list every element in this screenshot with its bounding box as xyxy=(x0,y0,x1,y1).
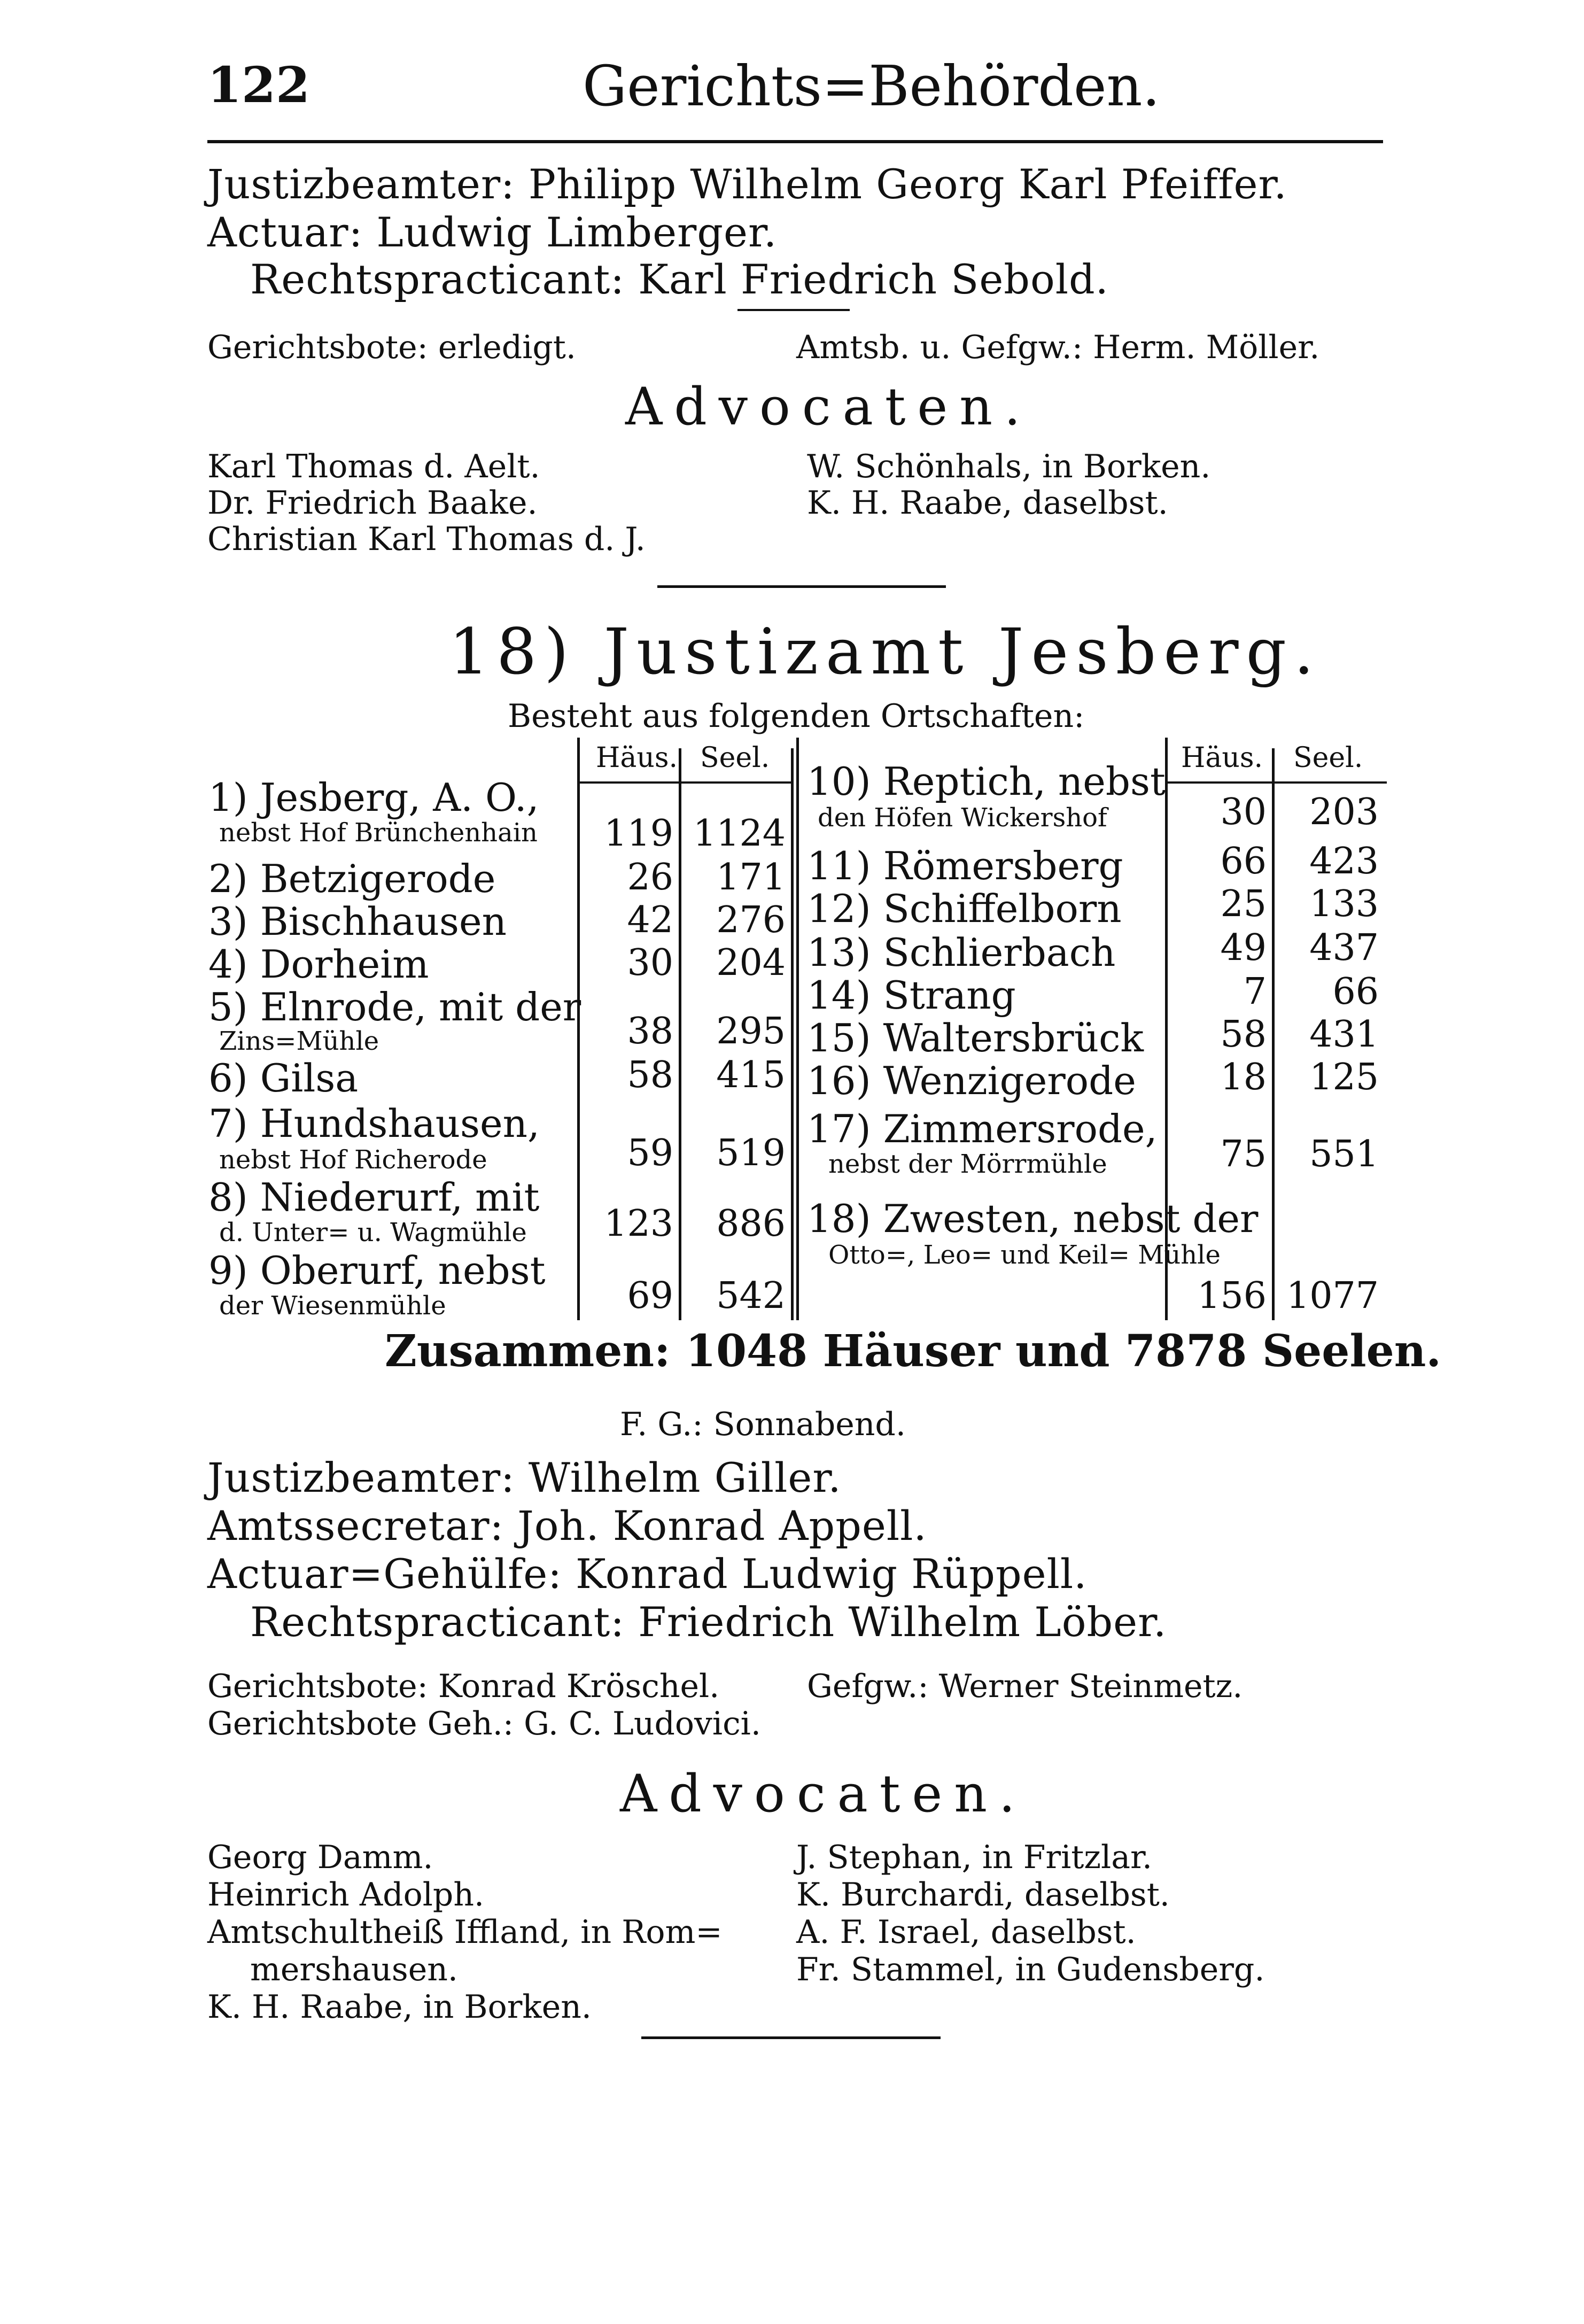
place-haus: 49 xyxy=(1220,927,1267,969)
fs-day: F. G.: Sonnabend. xyxy=(620,1406,906,1443)
place-sub: nebst Hof Richerode xyxy=(219,1145,487,1175)
gefgw: Gefgw.: Werner Steinmetz. xyxy=(807,1668,1243,1705)
place-name: 11) Römersberg xyxy=(807,843,1123,888)
place-seel: 133 xyxy=(1309,883,1379,925)
place-seel: 437 xyxy=(1309,927,1379,969)
place-name: 16) Wenzigerode xyxy=(807,1058,1136,1103)
actuar-gehuelfe: Actuar=Gehülfe: Konrad Ludwig Rüppell. xyxy=(207,1550,1088,1598)
section-title: 18) Justizamt Jesberg. xyxy=(449,615,1322,688)
advocat-left-2: Dr. Friedrich Baake. xyxy=(207,484,538,522)
place-haus: 59 xyxy=(627,1132,673,1174)
bottom-rule xyxy=(641,2036,941,2039)
advocat2-right-3: A. F. Israel, daselbst. xyxy=(796,1914,1136,1951)
advocat-right-1: W. Schönhals, in Borken. xyxy=(807,448,1211,485)
advocaten-heading-2: Advocaten. xyxy=(620,1764,1027,1824)
table-header-rule xyxy=(1168,781,1387,784)
section-subtitle: Besteht aus folgenden Ortschaften: xyxy=(508,698,1085,735)
advocat-left-3: Christian Karl Thomas d. J. xyxy=(207,521,646,558)
place-haus: 38 xyxy=(627,1010,673,1052)
place-seel: 171 xyxy=(716,856,786,898)
rechtspracticant: Rechtspracticant: Friedrich Wilhelm Löber. xyxy=(250,1598,1167,1646)
advocat-left-1: Karl Thomas d. Aelt. xyxy=(207,448,540,485)
amtssecretar: Amtssecretar: Joh. Konrad Appell. xyxy=(207,1502,927,1550)
col-haus-left: Häus. xyxy=(596,742,678,774)
place-seel: 542 xyxy=(716,1275,786,1317)
place-name: 7) Hundshausen, xyxy=(208,1101,540,1146)
places-table xyxy=(203,738,1389,1320)
header-rule xyxy=(207,140,1383,143)
place-name: 6) Gilsa xyxy=(208,1056,359,1101)
place-sub: d. Unter= u. Wagmühle xyxy=(219,1218,527,1248)
table-vline xyxy=(791,748,794,1320)
section-rule-1 xyxy=(657,585,946,588)
place-sub: nebst Hof Brünchenhain xyxy=(219,818,538,848)
place-haus: 66 xyxy=(1220,840,1267,882)
place-haus: 58 xyxy=(627,1054,673,1096)
place-haus: 123 xyxy=(604,1203,673,1245)
place-haus: 25 xyxy=(1220,883,1267,925)
place-seel: 423 xyxy=(1309,840,1379,882)
place-seel: 519 xyxy=(716,1132,786,1174)
place-name: 4) Dorheim xyxy=(208,942,429,987)
place-seel: 431 xyxy=(1309,1013,1379,1056)
place-name: 2) Betzigerode xyxy=(208,856,496,901)
top-justizbeamter: Justizbeamter: Philipp Wilhelm Georg Karl Pfeiffer. xyxy=(207,160,1287,208)
gerichtsbote: Gerichtsbote: Konrad Kröschel. xyxy=(207,1668,720,1705)
place-haus: 75 xyxy=(1220,1133,1267,1175)
justizbeamter: Justizbeamter: Wilhelm Giller. xyxy=(207,1454,842,1501)
advocat2-left-1: Georg Damm. xyxy=(207,1839,433,1876)
running-title: Gerichts=Behörden. xyxy=(583,53,1160,119)
short-rule xyxy=(737,309,850,311)
place-name: 17) Zimmersrode, xyxy=(807,1106,1158,1151)
col-seel-right: Seel. xyxy=(1293,742,1363,774)
top-gerichtsbote: Gerichtsbote: erledigt. xyxy=(207,329,576,366)
top-rechtspracticant: Rechtspracticant: Karl Friedrich Sebold. xyxy=(250,255,1109,303)
place-seel: 203 xyxy=(1309,791,1379,833)
advocat2-left-2: Heinrich Adolph. xyxy=(207,1876,485,1914)
place-name: 12) Schiffelborn xyxy=(807,886,1122,931)
advocat2-right-2: K. Burchardi, daselbst. xyxy=(796,1876,1170,1914)
place-seel: 125 xyxy=(1309,1056,1379,1098)
place-seel: 204 xyxy=(716,942,786,984)
place-haus: 30 xyxy=(627,942,673,984)
place-haus: 119 xyxy=(604,812,673,855)
place-sub: Otto=, Leo= und Keil= Mühle xyxy=(828,1240,1221,1270)
place-haus: 58 xyxy=(1220,1013,1267,1056)
place-seel: 551 xyxy=(1309,1133,1379,1175)
advocat-right-2: K. H. Raabe, daselbst. xyxy=(807,484,1168,522)
col-haus-right: Häus. xyxy=(1181,742,1263,774)
advocat2-left-5: K. H. Raabe, in Borken. xyxy=(207,1988,592,2026)
place-sub: den Höfen Wickershof xyxy=(818,803,1107,833)
place-haus: 42 xyxy=(627,899,673,941)
place-name: 18) Zwesten, nebst der xyxy=(807,1196,1259,1241)
place-name: 9) Oberurf, nebst xyxy=(208,1248,546,1293)
place-seel: 295 xyxy=(716,1010,786,1052)
place-haus: 26 xyxy=(627,856,673,898)
place-haus: 30 xyxy=(1220,791,1267,833)
advocat2-left-4: mershausen. xyxy=(250,1951,458,1988)
place-name: 1) Jesberg, A. O., xyxy=(208,775,539,820)
place-name: 3) Bischhausen xyxy=(208,899,507,944)
top-actuar: Actuar: Ludwig Limberger. xyxy=(207,208,778,256)
place-haus: 69 xyxy=(627,1275,673,1317)
table-header-rule xyxy=(580,781,791,784)
place-name: 15) Waltersbrück xyxy=(807,1016,1144,1060)
place-haus: 156 xyxy=(1197,1275,1267,1317)
place-name: 13) Schlierbach xyxy=(807,930,1116,975)
top-amtsbote: Amtsb. u. Gefgw.: Herm. Möller. xyxy=(796,329,1320,366)
gerichtsbote-geh: Gerichtsbote Geh.: G. C. Ludovici. xyxy=(207,1705,761,1742)
advocat2-right-1: J. Stephan, in Fritzlar. xyxy=(796,1839,1153,1876)
place-name: 14) Strang xyxy=(807,973,1016,1018)
place-haus: 7 xyxy=(1243,971,1267,1013)
section-total: Zusammen: 1048 Häuser und 7878 Seelen. xyxy=(385,1326,1441,1377)
place-seel: 66 xyxy=(1332,971,1379,1013)
page-number: 122 xyxy=(207,56,310,114)
place-seel: 415 xyxy=(716,1054,786,1096)
advocat2-left-3: Amtschultheiß Iffland, in Rom= xyxy=(207,1914,723,1951)
place-name: 8) Niederurf, mit xyxy=(208,1175,540,1220)
place-seel: 1077 xyxy=(1286,1275,1379,1317)
place-haus: 18 xyxy=(1220,1056,1267,1098)
place-sub: nebst der Mörrmühle xyxy=(828,1149,1107,1179)
place-sub: Zins=Mühle xyxy=(219,1026,379,1056)
place-name: 5) Elnrode, mit der xyxy=(208,985,581,1029)
table-vline xyxy=(796,738,799,1320)
place-seel: 276 xyxy=(716,899,786,941)
col-seel-left: Seel. xyxy=(700,742,770,774)
advocaten-heading-1: Advocaten. xyxy=(625,377,1032,437)
place-seel: 1124 xyxy=(693,812,786,855)
advocat2-right-4: Fr. Stammel, in Gudensberg. xyxy=(796,1951,1265,1988)
place-sub: der Wiesenmühle xyxy=(219,1291,446,1321)
place-name: 10) Reptich, nebst xyxy=(807,759,1166,804)
place-seel: 886 xyxy=(716,1203,786,1245)
